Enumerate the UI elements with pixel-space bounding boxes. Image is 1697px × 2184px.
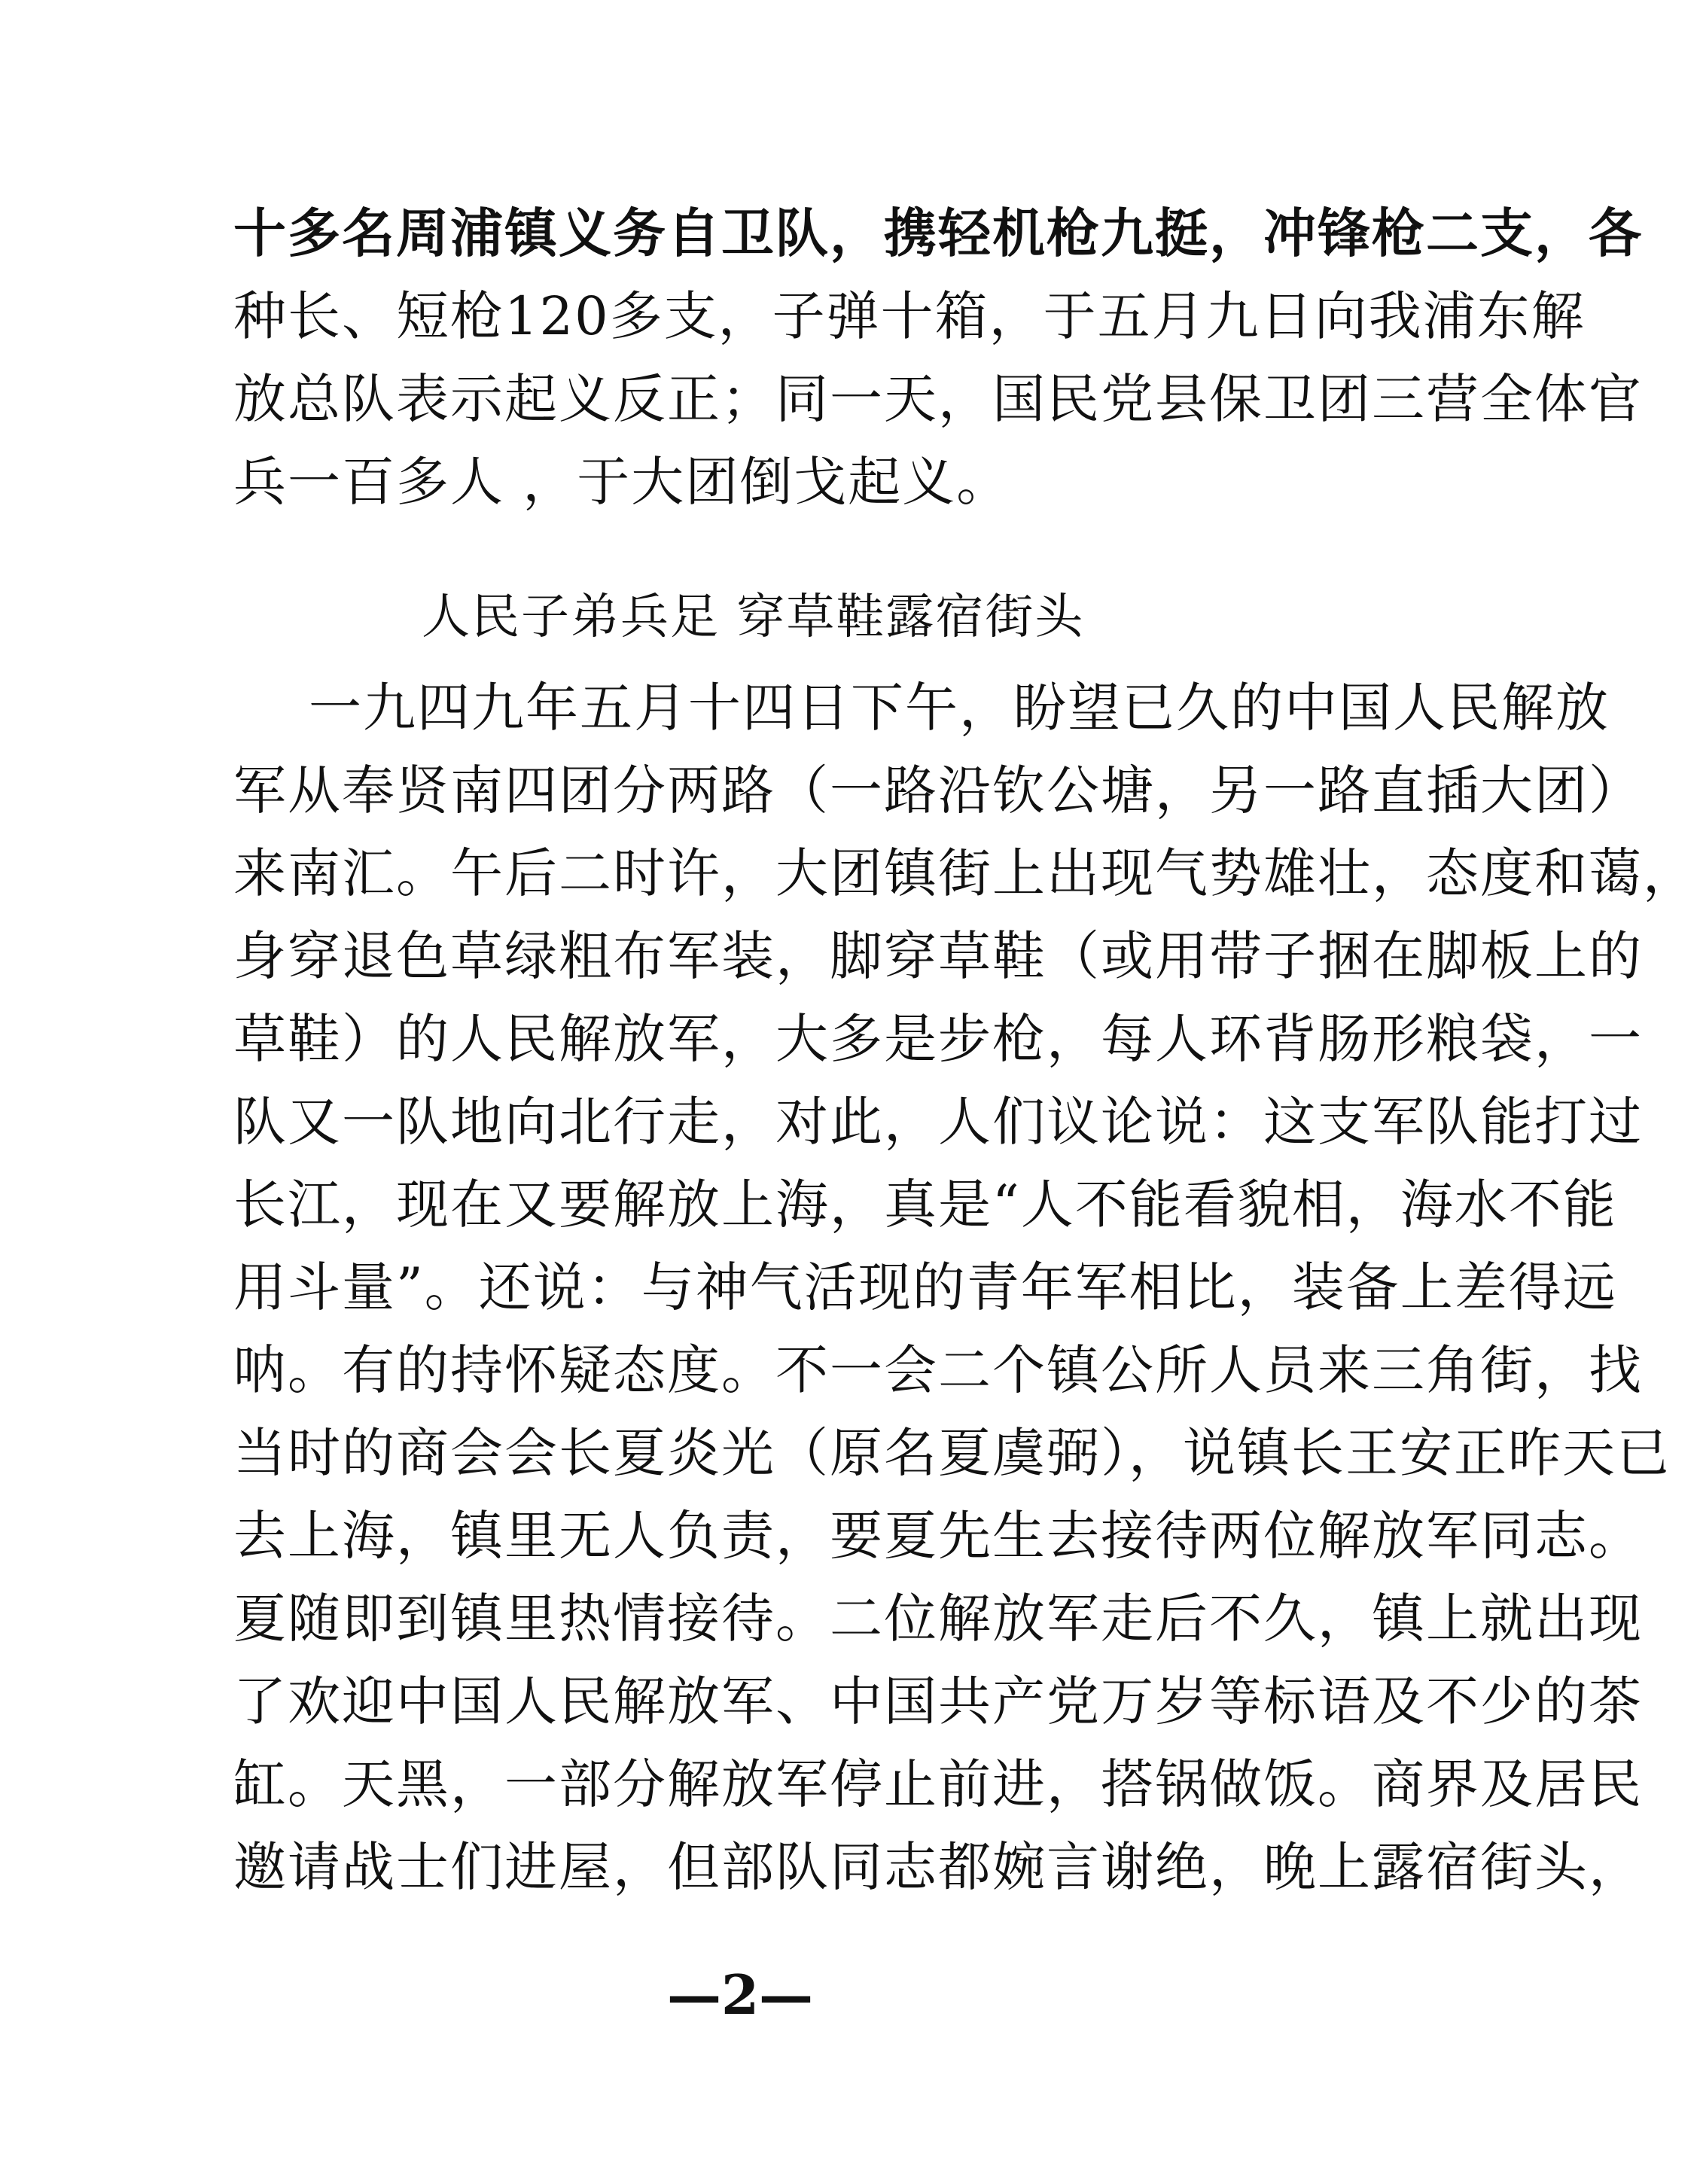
text-line: 当时的商会会长夏炎光（原名夏虞弼），说镇长王安正昨天已 bbox=[233, 1422, 1671, 1484]
text-line: 军从奉贤南四团分两路（一路沿钦公塘，另一路直插大团） bbox=[233, 760, 1643, 821]
text-line: 呐。有的持怀疑态度。不一会二个镇公所人员来三角街，找 bbox=[233, 1339, 1643, 1401]
text-line: 草鞋）的人民解放军，大多是步枪，每人环背肠形粮袋，一 bbox=[233, 1008, 1643, 1070]
text-line: 去上海，镇里无人负责，要夏先生去接待两位解放军同志。 bbox=[233, 1505, 1643, 1567]
text-line: 来南汇。午后二时许，大团镇街上出现气势雄壮，态度和蔼， bbox=[233, 842, 1697, 904]
text-line: 用斗量”。还说：与神气活现的青年军相比，装备上差得远 bbox=[233, 1256, 1617, 1318]
text-line: 邀请战士们进屋，但部队同志都婉言谢绝，晚上露宿街头， bbox=[233, 1836, 1643, 1898]
text-line: 一九四九年五月十四日下午，盼望已久的中国人民解放 bbox=[309, 677, 1610, 739]
text-line: 了欢迎中国人民解放军、中国共产党万岁等标语及不少的茶 bbox=[233, 1671, 1643, 1732]
text-line: 放总队表示起义反正；同一天，国民党县保卫团三营全体官 bbox=[233, 368, 1643, 430]
text-line: 夏随即到镇里热情接待。二位解放军走后不久，镇上就出现 bbox=[233, 1588, 1643, 1649]
text-line: 长江，现在又要解放上海，真是“人不能看貌相，海水不能 bbox=[233, 1174, 1617, 1235]
text-line: 队又一队地向北行走，对此，人们议论说：这支军队能打过 bbox=[233, 1091, 1643, 1153]
text-line: 十多名周浦镇义务自卫队，携轻机枪九挺，冲锋枪二支，各 bbox=[233, 202, 1643, 264]
text-line: 缸。天黑，一部分解放军停止前进，搭锅做饭。商界及居民 bbox=[233, 1753, 1643, 1815]
text-line: 种长、短枪120多支，子弹十箱，于五月九日向我浦东解 bbox=[233, 285, 1586, 347]
text-line: 兵一百多人 ，于大团倒戈起义。 bbox=[233, 451, 1011, 513]
text-line: 身穿退色草绿粗布军装，脚穿草鞋（或用带子捆在脚板上的 bbox=[233, 925, 1643, 987]
page-number: —2— bbox=[666, 1963, 814, 2027]
section-heading: 人民子弟兵足 穿草鞋露宿街头 bbox=[422, 589, 1085, 645]
